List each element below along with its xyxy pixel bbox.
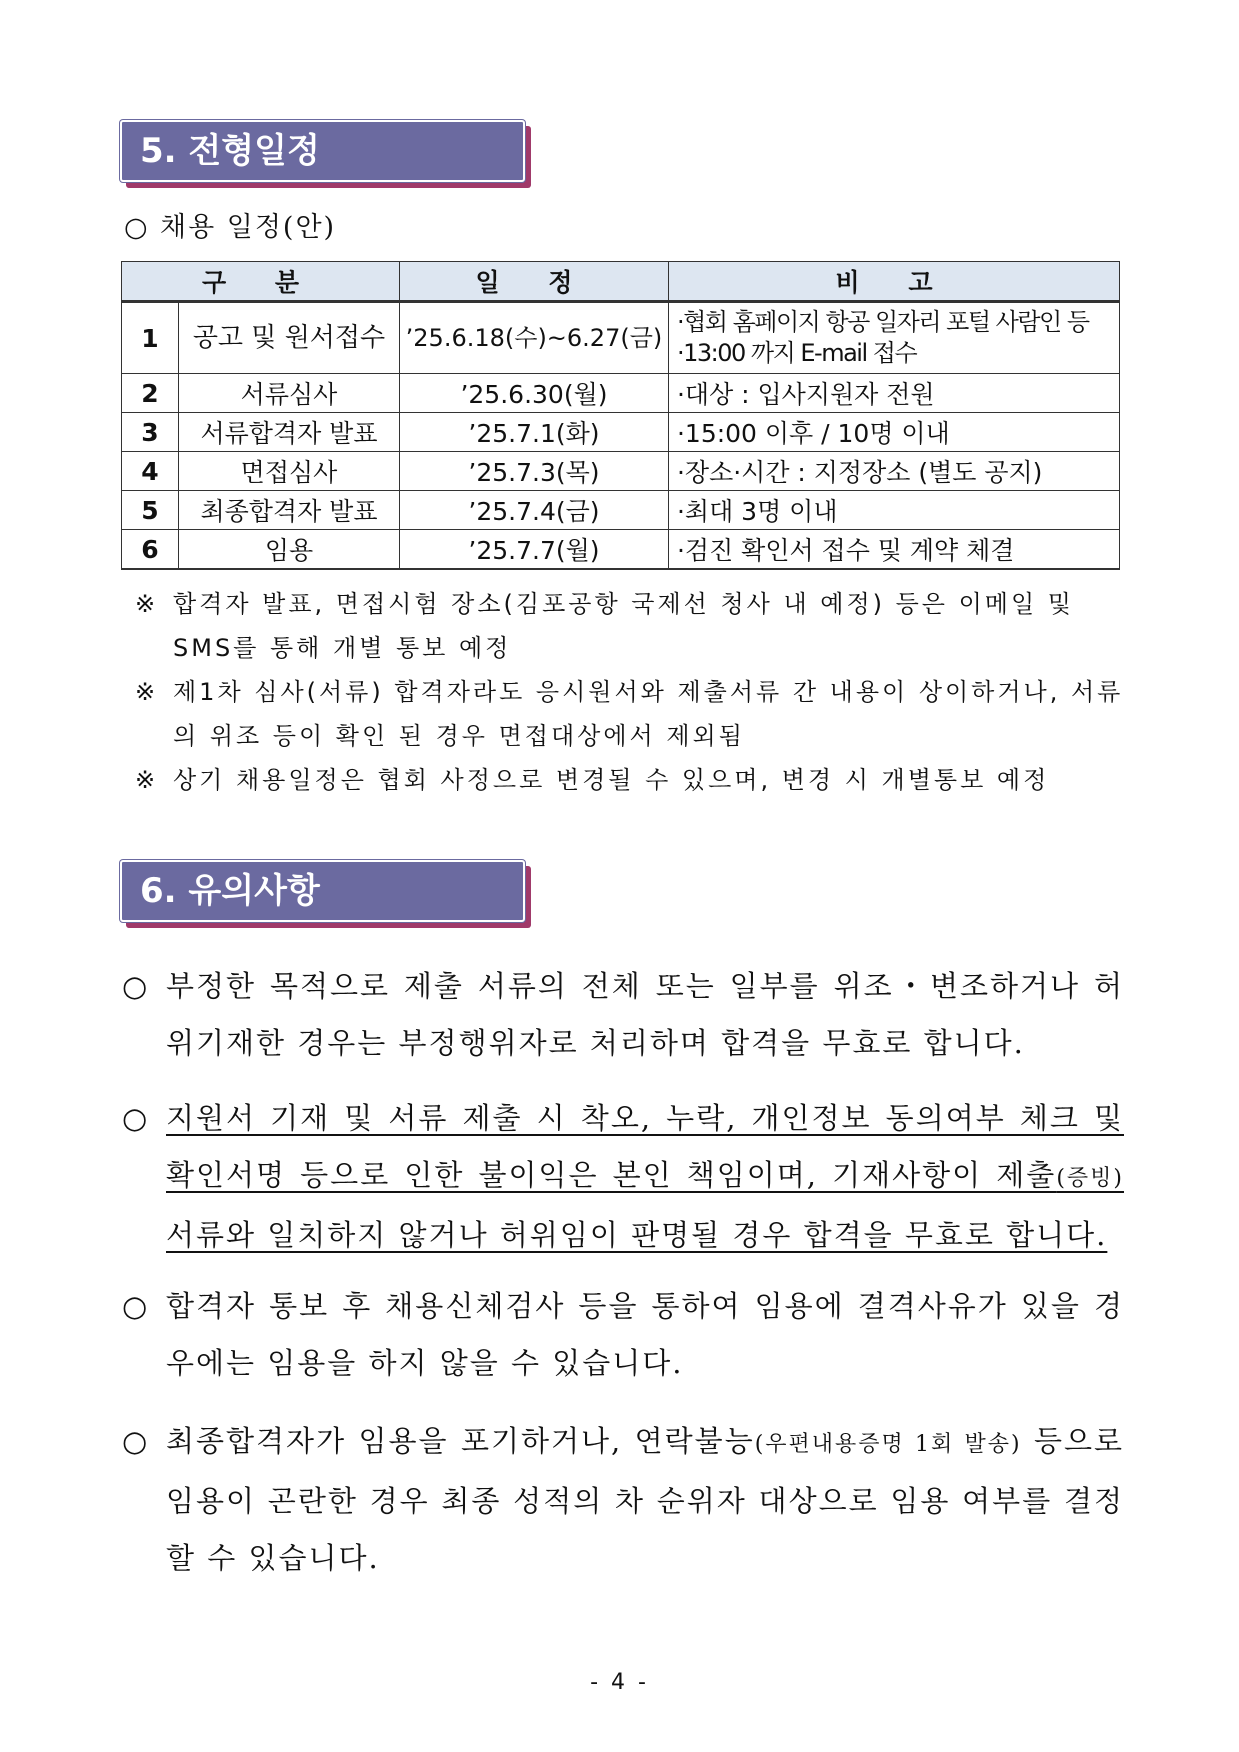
note-text: 제1차 심사(서류) 합격자라도 응시원서와 제출서류 간 내용이 상이하거나, 서류의 위조 등이 확인 된 경우 면접대상에서 제외됨	[173, 678, 1124, 750]
header-note: 비 고	[668, 262, 1119, 302]
note-text: 합격자 발표, 면접시험 장소(김포공항 국제선 청사 내 예정) 등은 이메일 및 SMS를 통해 개별 통보 예정	[173, 590, 1074, 662]
page-number: - 4 -	[590, 1670, 649, 1695]
caution-text-part: 최종합격자가 임용을 포기하거나, 연락불능	[166, 1424, 755, 1458]
caution-text-part: 지원서 기재 및 서류 제출 시 착오, 누락, 개인정보 동의여부 체크 및 확인서명 등으로 인한 불이익은 본인 책임이며, 기재사항이 제출	[166, 1101, 1124, 1192]
row-date: ’25.7.1(화)	[399, 413, 668, 452]
caution-text-small: (우편내용증명 1회 발송)	[754, 1432, 1022, 1457]
row-note-line: ·13:00 까지 E-mail 접수	[676, 339, 917, 367]
note-item	[135, 670, 1125, 758]
note-item	[135, 758, 1125, 802]
caution-text-part: 등으로 임용이 곤란한 경우 최종 성적의 차 순위자 대상으로 임용 여부를 결정할 수 있습니다.	[166, 1424, 1124, 1575]
row-number: 6	[122, 530, 179, 570]
row-date: ’25.6.18(수)~6.27(금)	[399, 302, 668, 374]
row-note-line: ·협회 홈페이지 항공 일자리 포털 사람인 등	[676, 308, 1089, 336]
row-note: ·장소·시간 : 지정장소 (별도 공지)	[668, 452, 1119, 491]
table-row	[122, 413, 1120, 452]
caution-item	[122, 1278, 1124, 1392]
note-mark: ※	[135, 678, 159, 706]
section-5-header	[120, 120, 525, 182]
row-note: ·최대 3명 이내	[668, 491, 1119, 530]
schedule-caption-text: 채용 일정(안)	[160, 212, 337, 243]
table-row	[122, 452, 1120, 491]
row-number: 1	[122, 302, 179, 374]
table-row	[122, 491, 1120, 530]
row-date: ’25.7.3(목)	[399, 452, 668, 491]
caution-text-small: (증빙)	[1056, 1166, 1124, 1191]
row-number: 3	[122, 413, 179, 452]
table-row	[122, 374, 1120, 413]
section-6-header	[120, 860, 525, 922]
row-category: 서류합격자 발표	[179, 413, 400, 452]
caution-text: 합격자 통보 후 채용신체검사 등을 통하여 임용에 결격사유가 있을 경우에는 임용을 하지 않을 수 있습니다.	[166, 1289, 1124, 1380]
note-mark: ※	[135, 766, 159, 794]
bullet-mark: ○	[122, 1101, 150, 1135]
header-category: 구 분	[122, 262, 400, 302]
row-note: ·15:00 이후 / 10명 이내	[668, 413, 1119, 452]
caution-text: 부정한 목적으로 제출 서류의 전체 또는 일부를 위조・변조하거나 허위기재한 경우는 부정행위자로 처리하며 합격을 무효로 합니다.	[166, 969, 1124, 1060]
caution-item	[122, 1090, 1124, 1264]
header-date: 일 정	[399, 262, 668, 302]
table-row	[122, 302, 1120, 374]
row-note: ·대상 : 입사지원자 전원	[668, 374, 1119, 413]
caution-text	[166, 1090, 1124, 1264]
row-note: ·검진 확인서 접수 및 계약 체결	[668, 530, 1119, 570]
row-date: ’25.7.4(금)	[399, 491, 668, 530]
schedule-table	[121, 261, 1120, 570]
row-number: 5	[122, 491, 179, 530]
bullet-mark: ○	[122, 1289, 150, 1323]
row-date: ’25.6.30(월)	[399, 374, 668, 413]
schedule-caption	[124, 205, 336, 244]
row-category: 임용	[179, 530, 400, 570]
schedule-notes	[135, 582, 1125, 802]
row-category: 최종합격자 발표	[179, 491, 400, 530]
bullet-mark: ○	[124, 212, 150, 243]
row-category: 면접심사	[179, 452, 400, 491]
caution-text-part: 서류와 일치하지 않거나 허위임이 판명될 경우 합격을 무효로 합니다.	[166, 1218, 1108, 1252]
bullet-mark: ○	[122, 969, 150, 1003]
row-category: 서류심사	[179, 374, 400, 413]
note-mark: ※	[135, 590, 159, 618]
section-5-title: 5. 전형일정	[120, 120, 525, 182]
row-number: 2	[122, 374, 179, 413]
section-6-title: 6. 유의사항	[120, 860, 525, 922]
bullet-mark: ○	[122, 1424, 150, 1458]
table-row	[122, 530, 1120, 570]
row-note	[668, 302, 1119, 374]
note-text: 상기 채용일정은 협회 사정으로 변경될 수 있으며, 변경 시 개별통보 예정	[173, 766, 1050, 794]
row-date: ’25.7.7(월)	[399, 530, 668, 570]
note-item	[135, 582, 1125, 670]
caution-text	[166, 1413, 1124, 1587]
row-category: 공고 및 원서접수	[179, 302, 400, 374]
table-header-row	[122, 262, 1120, 302]
row-number: 4	[122, 452, 179, 491]
caution-item	[122, 958, 1124, 1072]
caution-item	[122, 1413, 1124, 1587]
